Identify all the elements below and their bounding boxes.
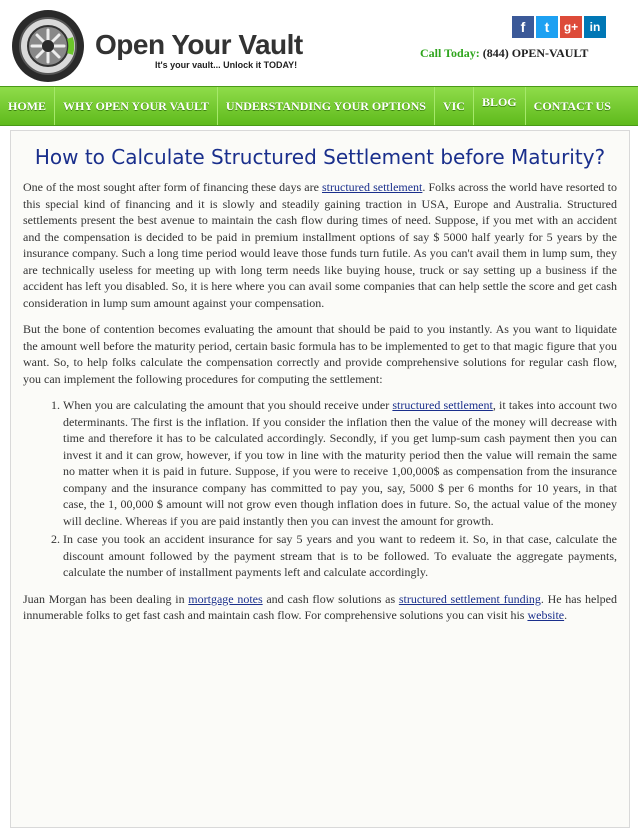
structured-settlement-link-2[interactable]: structured settlement xyxy=(392,398,493,412)
call-today xyxy=(420,46,588,61)
p1-text-b: . Folks across the world have resorted to this special kind of financing and it is slowly and steadily gaining traction in USA, Europe and Australia. Structured settlements present the best avenue to maintain the cash flow during times of need. Suppose, if you met with an accident and the compensation is decided to be paid in premium installment options of say $ 5000 half yearly for 5 years by the insurance company. Such a long time period would leave those funds turn futile. As you can't avail them in lump sum, they are technically useless for meeting up with long term needs like buying house, truck or say setting up a business if the accident has left you disabled. So, it is here where you can avail some companies that can help settle the score and get cash consideration in lump sum amount against your compensation. xyxy=(23,180,617,310)
p3-text-c: . He has helped innumerable folks to get fast cash and maintain cash flow. For comprehensive solutions you can visit his xyxy=(23,591,617,622)
vault-logo-icon[interactable] xyxy=(10,8,86,84)
call-number[interactable]: (844) OPEN-VAULT xyxy=(482,46,589,60)
list-item: 2. In case you took an accident insurance for say 5 years and you want to redeem it. So, in that case, calculate the discount amount followed by the payment stream that is to be followed. To evaluate the aggregate payments, calculate the number of installment payments left and calculate accordingly. xyxy=(63,531,617,581)
author-paragraph xyxy=(23,591,617,624)
p1-text-a: One of the most sought after form of financing these days are xyxy=(23,180,322,194)
li1-text-a: When you are calculating the amount that you should receive under xyxy=(63,398,393,412)
nav-blog[interactable]: BLOG xyxy=(474,87,526,125)
facebook-icon[interactable]: f xyxy=(512,16,534,38)
linkedin-icon[interactable]: in xyxy=(584,16,606,38)
article-title: How to Calculate Structured Settlement before Maturity? xyxy=(34,145,606,169)
nav-why-open-your-vault[interactable]: WHY OPEN YOUR VAULT xyxy=(55,87,218,125)
p3-text-b: and cash flow solutions as xyxy=(262,591,399,606)
structured-settlement-funding-link[interactable]: structured settlement funding xyxy=(398,591,541,606)
site-header xyxy=(0,0,638,86)
website-link[interactable]: website xyxy=(527,608,565,622)
google-plus-icon[interactable]: g+ xyxy=(560,16,582,38)
article-paragraph-2: But the bone of contention becomes evaluating the amount that should be paid to you instantly. As you want to liquidate the amount well before the maturity period, certain basic formula has to be implemented to get to that magic figure that you want. So, to help folks calculate the compensation correctly and provide comprehensive solutions for regular cash flow, you can implement the following procedures for computing the settlement: xyxy=(23,322,617,386)
nav-vic[interactable]: VIC xyxy=(435,87,474,125)
p3-text-a: Juan Morgan has been dealing in xyxy=(23,591,189,606)
article-paragraph-1 xyxy=(23,179,617,311)
nav-understanding-your-options[interactable]: UNDERSTANDING YOUR OPTIONS xyxy=(218,87,435,125)
p3-text-d: . xyxy=(564,608,568,622)
nav-contact-us[interactable]: CONTACT US xyxy=(533,99,611,113)
mortgage-notes-link[interactable]: mortgage notes xyxy=(188,591,263,606)
procedures-list xyxy=(49,397,617,581)
main-nav xyxy=(0,86,638,126)
article xyxy=(10,130,630,828)
nav-home[interactable]: HOME xyxy=(0,87,55,125)
logo-tagline: It's your vault... Unlock it TODAY! xyxy=(155,60,298,70)
li1-text-b: , it takes into account two determinants. The first is the inflation. If you consider the inflation then the value of the money will decrease with time and therefore it has to be calculated accordingly. Secondly, if you get lump-sum cash payment then you can invest it and it can grow, however, if you tow in line with the maturity period then the value will remain the same no matter when it is paid in future. Suppose, if you were to receive 1,00,000$ as compensation from the insurance company and the insurance company has committed to pay you, say, 5000 $ per 6 months for 10 years, in that case, the 1, 00,000 $ amount will not grow even though inflation does in future. So, the actual value of the money will decline. Whereas if you are paid instantly then you can invest the amount for growth. xyxy=(63,398,617,528)
call-label: Call Today: xyxy=(420,46,480,60)
list-item xyxy=(63,397,617,529)
structured-settlement-link[interactable]: structured settlement xyxy=(322,180,423,194)
logo-title[interactable]: Open Your Vault xyxy=(95,29,303,60)
social-links xyxy=(512,16,608,38)
twitter-icon[interactable]: t xyxy=(536,16,558,38)
